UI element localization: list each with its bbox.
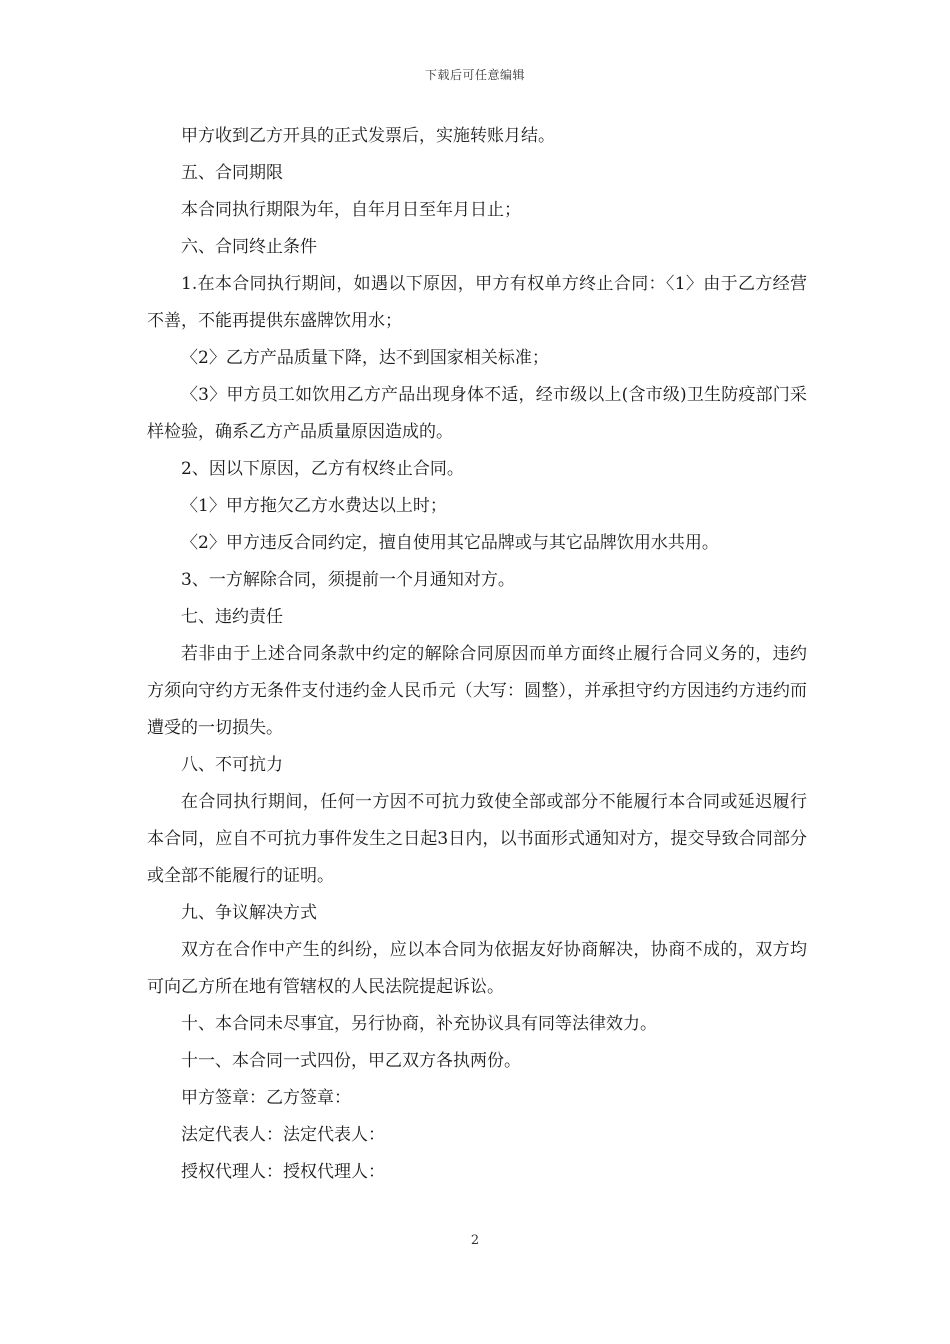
signature-line-agent: 授权代理人：授权代理人： bbox=[181, 1162, 385, 1182]
document-body bbox=[147, 118, 807, 1191]
paragraph-force-majeure: 在合同执行期间，任何一方因不可抗力致使全部或部分不能履行本合同或延迟履行本合同，应自不可抗力事件发生之日起3日内，以书面形式通知对方，提交导致合同部分或全部不能履行的证明。 bbox=[147, 792, 807, 886]
paragraph-invoice-settlement: 甲方收到乙方开具的正式发票后，实施转账月结。 bbox=[181, 126, 555, 146]
paragraph-termination-party-a: 1.在本合同执行期间，如遇以下原因，甲方有权单方终止合同：〈1〉由于乙方经营不善，不能再提供东盛牌饮用水； bbox=[147, 274, 807, 331]
heading-dispute-resolution: 九、争议解决方式 bbox=[181, 903, 317, 923]
paragraph-termination-item-3: 〈3〉甲方员工如饮用乙方产品出现身体不适，经市级以上(含市级)卫生防疫部门采样检验，确系乙方产品质量原因造成的。 bbox=[147, 385, 807, 442]
paragraph-dispute-resolution: 双方在合作中产生的纠纷，应以本合同为依据友好协商解决，协商不成的，双方均可向乙方所在地有管辖权的人民法院提起诉讼。 bbox=[147, 940, 807, 997]
heading-liability: 七、违约责任 bbox=[181, 607, 283, 627]
signature-line-legal-rep: 法定代表人：法定代表人： bbox=[181, 1125, 385, 1145]
heading-contract-term: 五、合同期限 bbox=[181, 163, 283, 183]
paragraph-liability: 若非由于上述合同条款中约定的解除合同原因而单方面终止履行合同义务的，违约方须向守约方无条件支付违约金人民币元（大写：圆整），并承担守约方因违约方违约而遭受的一切损失。 bbox=[147, 644, 807, 738]
paragraph-termination-item-2: 〈2〉乙方产品质量下降，达不到国家相关标准； bbox=[181, 348, 549, 368]
paragraph-termination-party-b: 2、因以下原因，乙方有权终止合同。 bbox=[181, 459, 464, 479]
page-header: 下载后可任意编辑 bbox=[424, 68, 525, 82]
paragraph-term-duration: 本合同执行期限为年，自年月日至年月日止； bbox=[181, 200, 521, 220]
heading-force-majeure: 八、不可抗力 bbox=[181, 755, 283, 775]
paragraph-notice-period: 3、一方解除合同，须提前一个月通知对方。 bbox=[181, 570, 515, 590]
paragraph-copies: 十一、本合同一式四份，甲乙双方各执两份。 bbox=[181, 1051, 521, 1071]
page-number: 2 bbox=[470, 1233, 480, 1248]
paragraph-party-b-item-1: 〈1〉甲方拖欠乙方水费达以上时； bbox=[181, 496, 447, 516]
paragraph-party-b-item-2: 〈2〉甲方违反合同约定，擅自使用其它品牌或与其它品牌饮用水共用。 bbox=[181, 533, 719, 553]
paragraph-supplementary: 十、本合同未尽事宜，另行协商，补充协议具有同等法律效力。 bbox=[181, 1014, 657, 1034]
signature-line-seal: 甲方签章：乙方签章： bbox=[181, 1088, 351, 1108]
heading-termination-conditions: 六、合同终止条件 bbox=[181, 237, 317, 257]
